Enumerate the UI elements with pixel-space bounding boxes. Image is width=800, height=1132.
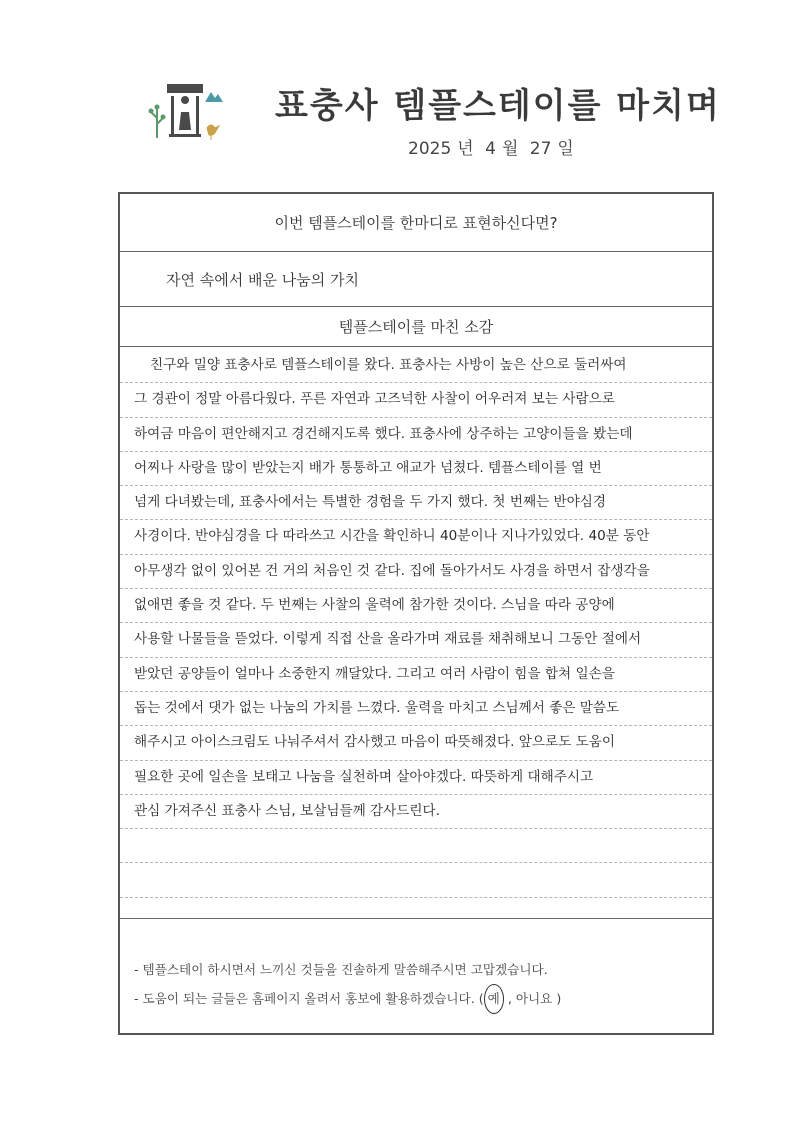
answer-one-liner[interactable]: 자연 속에서 배운 나눔의 가치 xyxy=(120,252,712,307)
temple-stay-logo xyxy=(145,80,235,150)
question-one-liner: 이번 템플스테이를 한마디로 표현하신다면? xyxy=(120,194,712,252)
essay-line: 사경이다. 반야심경을 다 따라쓰고 시간을 확인하니 40분이나 지나가있었다. 40분 동안 xyxy=(120,520,712,554)
essay-line: 돕는 것에서 댓가 없는 나눔의 가치를 느꼈다. 울력을 마치고 스님께서 좋은 말씀도 xyxy=(120,692,712,726)
note-publish-consent xyxy=(134,984,561,1014)
essay-line: 관심 가져주신 표충사 스님, 보살님들께 감사드린다. xyxy=(120,795,712,829)
essay-line: 없애면 좋을 것 같다. 두 번째는 사찰의 울력에 참가한 것이다. 스님을 따라 공양에 xyxy=(120,589,712,623)
buddha-icon xyxy=(179,96,191,130)
date-month: 4 xyxy=(485,139,496,159)
essay-line: 어찌나 사랑을 많이 받았는지 배가 통통하고 애교가 넘쳤다. 템플스테이를 열 번 xyxy=(120,452,712,486)
essay-line: 사용할 나물들을 뜯었다. 이렇게 직접 산을 올라가며 재료를 채취해보니 그동안 절에서 xyxy=(120,623,712,657)
essay-line xyxy=(120,829,712,863)
note-publish-text: - 도움이 되는 글들은 홈페이지 올려서 홍보에 활용하겠습니다. ( xyxy=(134,991,484,1006)
essay-line: 넘게 다녀봤는데, 표충사에서는 특별한 경험을 두 가지 했다. 첫 번째는 반야심경 xyxy=(120,486,712,520)
year-unit: 년 xyxy=(457,139,474,159)
separator: , xyxy=(503,991,516,1006)
date xyxy=(408,134,580,159)
essay-line: 받았던 공양들이 얼마나 소중한지 깨달았다. 그리고 여러 사람이 힘을 합쳐 일손을 xyxy=(120,658,712,692)
month-unit: 월 xyxy=(501,139,519,159)
essay-line: 필요한 곳에 일손을 보태고 나눔을 실천하며 살아야겠다. 따뜻하게 대해주시고 xyxy=(120,761,712,795)
question-impressions: 템플스테이를 마친 소감 xyxy=(120,307,712,347)
bird-icon xyxy=(207,125,219,140)
essay-line: 아무생각 없이 있어본 건 거의 처음인 것 같다. 집에 돌아가서도 사경을 하면서 잡생각을 xyxy=(120,555,712,589)
date-year: 2025 xyxy=(408,139,452,159)
essay-line xyxy=(120,863,712,897)
note-honesty: - 템플스테이 하시면서 느끼신 것들을 진솔하게 말씀해주시면 고맙겠습니다. xyxy=(134,962,548,977)
essay-line: 하여금 마음이 편안해지고 경건해지도록 했다. 표충사에 상주하는 고양이들을 봤는데 xyxy=(120,418,712,452)
feedback-form xyxy=(118,192,714,1035)
essay-line: 해주시고 아이스크림도 나눠주셔서 감사했고 마음이 따뜻해졌다. 앞으로도 도움이 xyxy=(120,726,712,760)
essay-line: 친구와 밀양 표충사로 템플스테이를 왔다. 표충사는 사방이 높은 산으로 둘러싸여 xyxy=(120,349,712,383)
close-paren: ) xyxy=(552,991,562,1006)
roof-icon xyxy=(167,84,203,93)
page-title: 표충사 템플스테이를 마치며 xyxy=(275,86,721,126)
form-notes xyxy=(134,956,561,1014)
impressions-essay[interactable] xyxy=(120,347,712,919)
day-unit: 일 xyxy=(557,139,574,159)
consent-no[interactable]: 아니요 xyxy=(515,991,553,1006)
date-day: 27 xyxy=(529,139,552,159)
mountain-icon xyxy=(205,92,223,102)
consent-yes-circled[interactable]: 예 xyxy=(484,984,504,1014)
essay-line: 그 경관이 정말 아름다웠다. 푸른 자연과 고즈넉한 사찰이 어우러져 보는 사람으로 xyxy=(120,383,712,417)
